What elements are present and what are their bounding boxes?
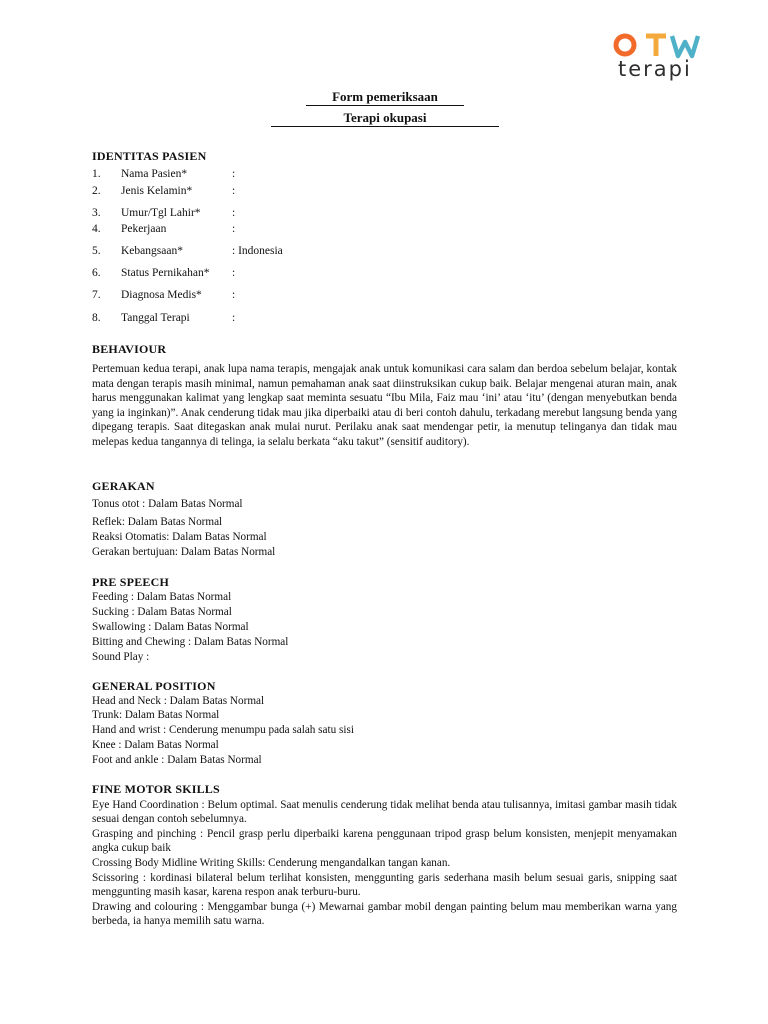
identitas-row <box>92 312 492 327</box>
fine-motor-item: Eye Hand Coordination : Belum optimal. Saat menulis cenderung tidak melihat benda atau tulisannya, imitasi gambar masih tidak sesuai dengan contoh sebelumnya. <box>92 799 677 825</box>
row-value: : <box>232 312 236 324</box>
prespeech-item: Bitting and Chewing : Dalam Batas Normal <box>92 636 289 648</box>
row-label: Jenis Kelamin* <box>121 185 193 197</box>
row-number: 6. <box>92 267 101 279</box>
general-position-item: Trunk: Dalam Batas Normal <box>92 709 220 721</box>
identitas-row <box>92 223 492 238</box>
general-position-item: Knee : Dalam Batas Normal <box>92 739 219 751</box>
fine-motor-item: Scissoring : kordinasi bilateral belum terlihat konsisten, menggunting garis sederhana masih belum sesuai garis, snipping saat menggunting masih kasar, karena respon anak terburu-buru. <box>92 872 677 898</box>
gerakan-item: Gerakan bertujuan: Dalam Batas Normal <box>92 546 276 558</box>
identitas-row <box>92 168 492 183</box>
row-label: Tanggal Terapi <box>121 312 190 324</box>
row-value: : <box>232 185 236 197</box>
identitas-row <box>92 267 492 282</box>
fine-motor-item: Grasping and pinching : Pencil grasp perlu diperbaiki karena penggunaan tripod grasp belum konsisten, menjepit menyamakan angka cukup baik <box>92 828 677 854</box>
row-value: : <box>232 289 236 301</box>
form-title: Form pemeriksaan <box>306 88 464 106</box>
row-number: 8. <box>92 312 101 324</box>
logo-text: terapi <box>618 57 692 81</box>
gerakan-item: Tonus otot : Dalam Batas Normal <box>92 498 243 510</box>
general-position-heading: GENERAL POSITION <box>92 679 216 693</box>
general-position-item: Hand and wrist : Cenderung menumpu pada salah satu sisi <box>92 724 354 736</box>
row-number: 3. <box>92 207 101 219</box>
gerakan-item: Reaksi Otomatis: Dalam Batas Normal <box>92 531 267 543</box>
prespeech-item: Sound Play : <box>92 651 150 663</box>
row-number: 1. <box>92 168 101 180</box>
identitas-row <box>92 245 492 260</box>
identitas-heading: IDENTITAS PASIEN <box>92 149 207 163</box>
row-label: Diagnosa Medis* <box>121 289 202 301</box>
identitas-row <box>92 289 492 304</box>
identitas-row <box>92 185 492 200</box>
gerakan-item: Reflek: Dalam Batas Normal <box>92 516 223 528</box>
row-label: Nama Pasien* <box>121 168 188 180</box>
row-value: : Indonesia <box>232 245 283 257</box>
prespeech-item: Feeding : Dalam Batas Normal <box>92 591 232 603</box>
behaviour-paragraph: Pertemuan kedua terapi, anak lupa nama terapis, mengajak anak untuk komunikasi cara salam dan berdoa sebelum belajar, kontak mata dengan terapis masih minimal, namun pemahaman anak saat diinstruksikan cukup baik. Belajar mengenai aturan main, anak harus menggunakan kalimat yang lengkap saat meminta sesuatu “Ibu Mila, Faiz mau ‘ini’ atau ‘itu’ (dengan menyebutkan benda yang ia inginkan)”. Anak cenderung tidak mau jika diperbaiki atau di beri contoh dahulu, terkadang merebut langsung benda yang dipegang terapis. Saat ditegaskan anak mulai nurut. Perilaku anak saat mendengar petir, ia menutup telinganya dan tidak mau melepas kedua tangannya di telinga, ia selalu berkata “aku takut” (sensitif auditory). <box>92 363 677 448</box>
row-label: Kebangsaan* <box>121 245 183 257</box>
identitas-row <box>92 207 492 222</box>
prespeech-item: Swallowing : Dalam Batas Normal <box>92 621 249 633</box>
prespeech-heading: PRE SPEECH <box>92 575 170 589</box>
general-position-item: Head and Neck : Dalam Batas Normal <box>92 695 265 707</box>
row-value: : <box>232 207 236 219</box>
row-label: Pekerjaan <box>121 223 167 235</box>
row-number: 2. <box>92 185 101 197</box>
behaviour-heading: BEHAVIOUR <box>92 342 167 356</box>
otw-terapi-logo <box>612 30 704 82</box>
otw-logo-mark-icon <box>612 30 704 60</box>
prespeech-item: Sucking : Dalam Batas Normal <box>92 606 232 618</box>
row-value: : <box>232 223 236 235</box>
row-number: 5. <box>92 245 101 257</box>
row-value: : <box>232 168 236 180</box>
row-number: 7. <box>92 289 101 301</box>
fine-motor-item: Drawing and colouring : Menggambar bunga (+) Mewarnai gambar mobil dengan painting belum mau memberikan warna yang berbeda, ia hanya memilih satu warna. <box>92 901 677 927</box>
form-subtitle: Terapi okupasi <box>271 109 499 127</box>
fine-motor-item: Crossing Body Midline Writing Skills: Cenderung mengandalkan tangan kanan. <box>92 857 451 869</box>
row-number: 4. <box>92 223 101 235</box>
row-label: Umur/Tgl Lahir* <box>121 207 201 219</box>
gerakan-heading: GERAKAN <box>92 479 155 493</box>
row-value: : <box>232 267 236 279</box>
fine-motor-heading: FINE MOTOR SKILLS <box>92 782 220 796</box>
row-label: Status Pernikahan* <box>121 267 210 279</box>
general-position-item: Foot and ankle : Dalam Batas Normal <box>92 754 262 766</box>
